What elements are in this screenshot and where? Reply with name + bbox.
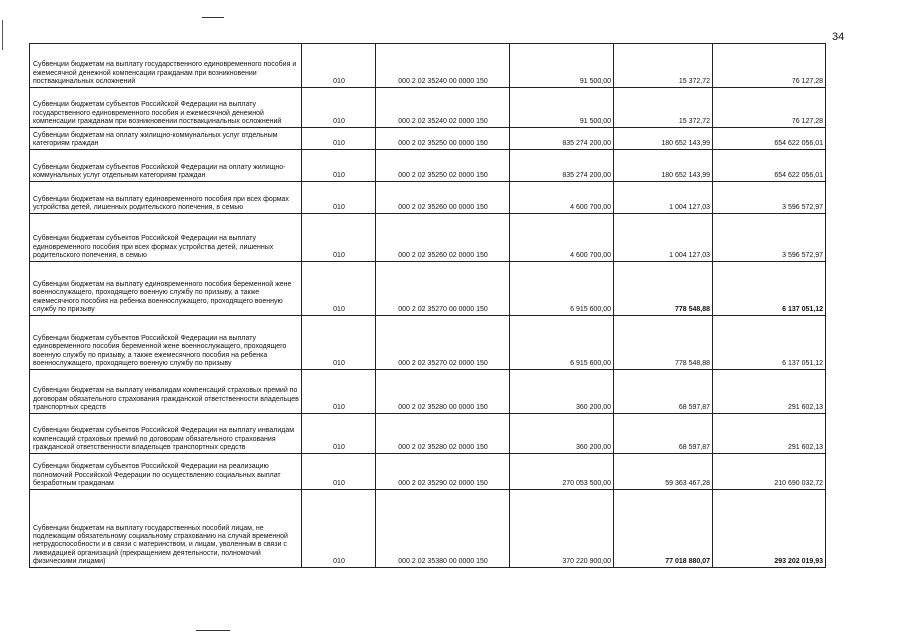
row-code-cell: 010 [302,150,376,182]
row-executed-cell: 68 597,87 [614,414,713,454]
page-number: 34 [832,31,845,43]
row-kbk-cell: 000 2 02 35270 00 0000 150 [376,262,510,316]
row-remaining-cell: 76 127,28 [713,44,826,88]
row-approved-cell: 360 200,00 [510,370,614,414]
row-executed-cell: 15 372,72 [614,88,713,128]
row-code-cell: 010 [302,262,376,316]
row-approved-cell: 360 200,00 [510,414,614,454]
row-code-cell: 010 [302,454,376,490]
table-row [30,150,826,182]
row-kbk-cell: 000 2 02 35290 02 0000 150 [376,454,510,490]
budget-table [29,43,826,568]
row-remaining-cell: 210 690 032,72 [713,454,826,490]
row-name-cell: Субвенции бюджетам на выплату государственного единовременного пособия и ежемесячной денежной компенсации гражданам при возникновении поствакцинальных осложнений [30,44,302,88]
row-approved-cell: 91 500,00 [510,88,614,128]
row-kbk-cell: 000 2 02 35280 00 0000 150 [376,370,510,414]
row-remaining-cell: 293 202 019,93 [713,490,826,568]
row-remaining-cell: 6 137 051,12 [713,316,826,370]
row-approved-cell: 4 600 700,00 [510,214,614,262]
row-code-cell: 010 [302,414,376,454]
table-row [30,182,826,214]
row-remaining-cell: 3 596 572,97 [713,214,826,262]
table-row [30,316,826,370]
row-kbk-cell: 000 2 02 35260 02 0000 150 [376,214,510,262]
table-row [30,88,826,128]
row-code-cell: 010 [302,128,376,150]
row-executed-cell: 77 018 880,07 [614,490,713,568]
row-code-cell: 010 [302,182,376,214]
table-row [30,128,826,150]
row-remaining-cell: 291 602,13 [713,370,826,414]
left-edge-mark [2,20,3,50]
row-name-cell: Субвенции бюджетам на оплату жилищно-коммунальных услуг отдельным категориям граждан [30,128,302,150]
row-name-cell: Субвенции бюджетам субъектов Российской Федерации на выплату государственного единовременного пособия и ежемесячной денежной компенсации гражданам при возникновении поствакцинальных осложнений [30,88,302,128]
row-remaining-cell: 654 622 056,01 [713,150,826,182]
table-row [30,454,826,490]
row-name-cell: Субвенции бюджетам субъектов Российской Федерации на выплату единовременного пособия беременной жене военнослужащего, проходящего военную службу по призыву, а также ежемесячного пособия на ребенка военнослужащего, проходящего военную службу по призыву [30,316,302,370]
row-approved-cell: 91 500,00 [510,44,614,88]
table-row [30,414,826,454]
row-approved-cell: 835 274 200,00 [510,150,614,182]
row-kbk-cell: 000 2 02 35280 02 0000 150 [376,414,510,454]
row-approved-cell: 370 220 900,00 [510,490,614,568]
table-row [30,214,826,262]
row-name-cell: Субвенции бюджетам на выплату инвалидам компенсаций страховых премий по договорам обязательного страхования гражданской ответственности владельцев транспортных средств [30,370,302,414]
row-code-cell: 010 [302,214,376,262]
row-executed-cell: 180 652 143,99 [614,128,713,150]
row-remaining-cell: 3 596 572,97 [713,182,826,214]
row-approved-cell: 6 915 600,00 [510,262,614,316]
row-approved-cell: 6 915 600,00 [510,316,614,370]
row-kbk-cell: 000 2 02 35240 02 0000 150 [376,88,510,128]
row-kbk-cell: 000 2 02 35250 02 0000 150 [376,150,510,182]
row-code-cell: 010 [302,490,376,568]
row-kbk-cell: 000 2 02 35250 00 0000 150 [376,128,510,150]
row-executed-cell: 1 004 127,03 [614,214,713,262]
top-scan-mark [202,17,224,18]
row-approved-cell: 270 053 500,00 [510,454,614,490]
table-row [30,262,826,316]
row-approved-cell: 835 274 200,00 [510,128,614,150]
row-executed-cell: 59 363 467,28 [614,454,713,490]
row-executed-cell: 778 548,88 [614,316,713,370]
row-remaining-cell: 76 127,28 [713,88,826,128]
row-name-cell: Субвенции бюджетам субъектов Российской Федерации на выплату инвалидам компенсаций страховых премий по договорам обязательного страхования гражданской ответственности владельцев транспортных средств [30,414,302,454]
row-kbk-cell: 000 2 02 35240 00 0000 150 [376,44,510,88]
row-kbk-cell: 000 2 02 35380 00 0000 150 [376,490,510,568]
row-executed-cell: 68 597,87 [614,370,713,414]
row-name-cell: Субвенции бюджетам на выплату единовременного пособия беременной жене военнослужащего, проходящего военную службу по призыву, а также ежемесячного пособия на ребенка военнослужащего, проходящего военную службу по призыву [30,262,302,316]
row-name-cell: Субвенции бюджетам субъектов Российской Федерации на выплату единовременного пособия при всех формах устройства детей, лишенных родительского попечения, в семью [30,214,302,262]
row-executed-cell: 180 652 143,99 [614,150,713,182]
row-name-cell: Субвенции бюджетам на выплату государственных пособий лицам, не подлежащим обязательному социальному страхованию на случай временной нетрудоспособности и в связи с материнством, и лицам, уволенным в связи с ликвидацией организаций (прекращением деятельности, полномочий физическими лицами) [30,490,302,568]
row-executed-cell: 1 004 127,03 [614,182,713,214]
row-name-cell: Субвенции бюджетам субъектов Российской Федерации на оплату жилищно-коммунальных услуг отдельным категориям граждан [30,150,302,182]
row-remaining-cell: 6 137 051,12 [713,262,826,316]
bottom-scan-mark [196,630,230,631]
row-remaining-cell: 291 602,13 [713,414,826,454]
row-name-cell: Субвенции бюджетам на выплату единовременного пособия при всех формах устройства детей, лишенных родительского попечения, в семью [30,182,302,214]
row-code-cell: 010 [302,44,376,88]
table-row [30,370,826,414]
row-kbk-cell: 000 2 02 35270 02 0000 150 [376,316,510,370]
row-executed-cell: 15 372,72 [614,44,713,88]
row-code-cell: 010 [302,316,376,370]
row-name-cell: Субвенции бюджетам субъектов Российской Федерации на реализацию полномочий Российской Федерации по осуществлению социальных выплат безработным гражданам [30,454,302,490]
table-row [30,44,826,88]
row-remaining-cell: 654 622 056,01 [713,128,826,150]
row-code-cell: 010 [302,370,376,414]
table-row [30,490,826,568]
row-code-cell: 010 [302,88,376,128]
row-approved-cell: 4 600 700,00 [510,182,614,214]
row-executed-cell: 778 548,88 [614,262,713,316]
row-kbk-cell: 000 2 02 35260 00 0000 150 [376,182,510,214]
